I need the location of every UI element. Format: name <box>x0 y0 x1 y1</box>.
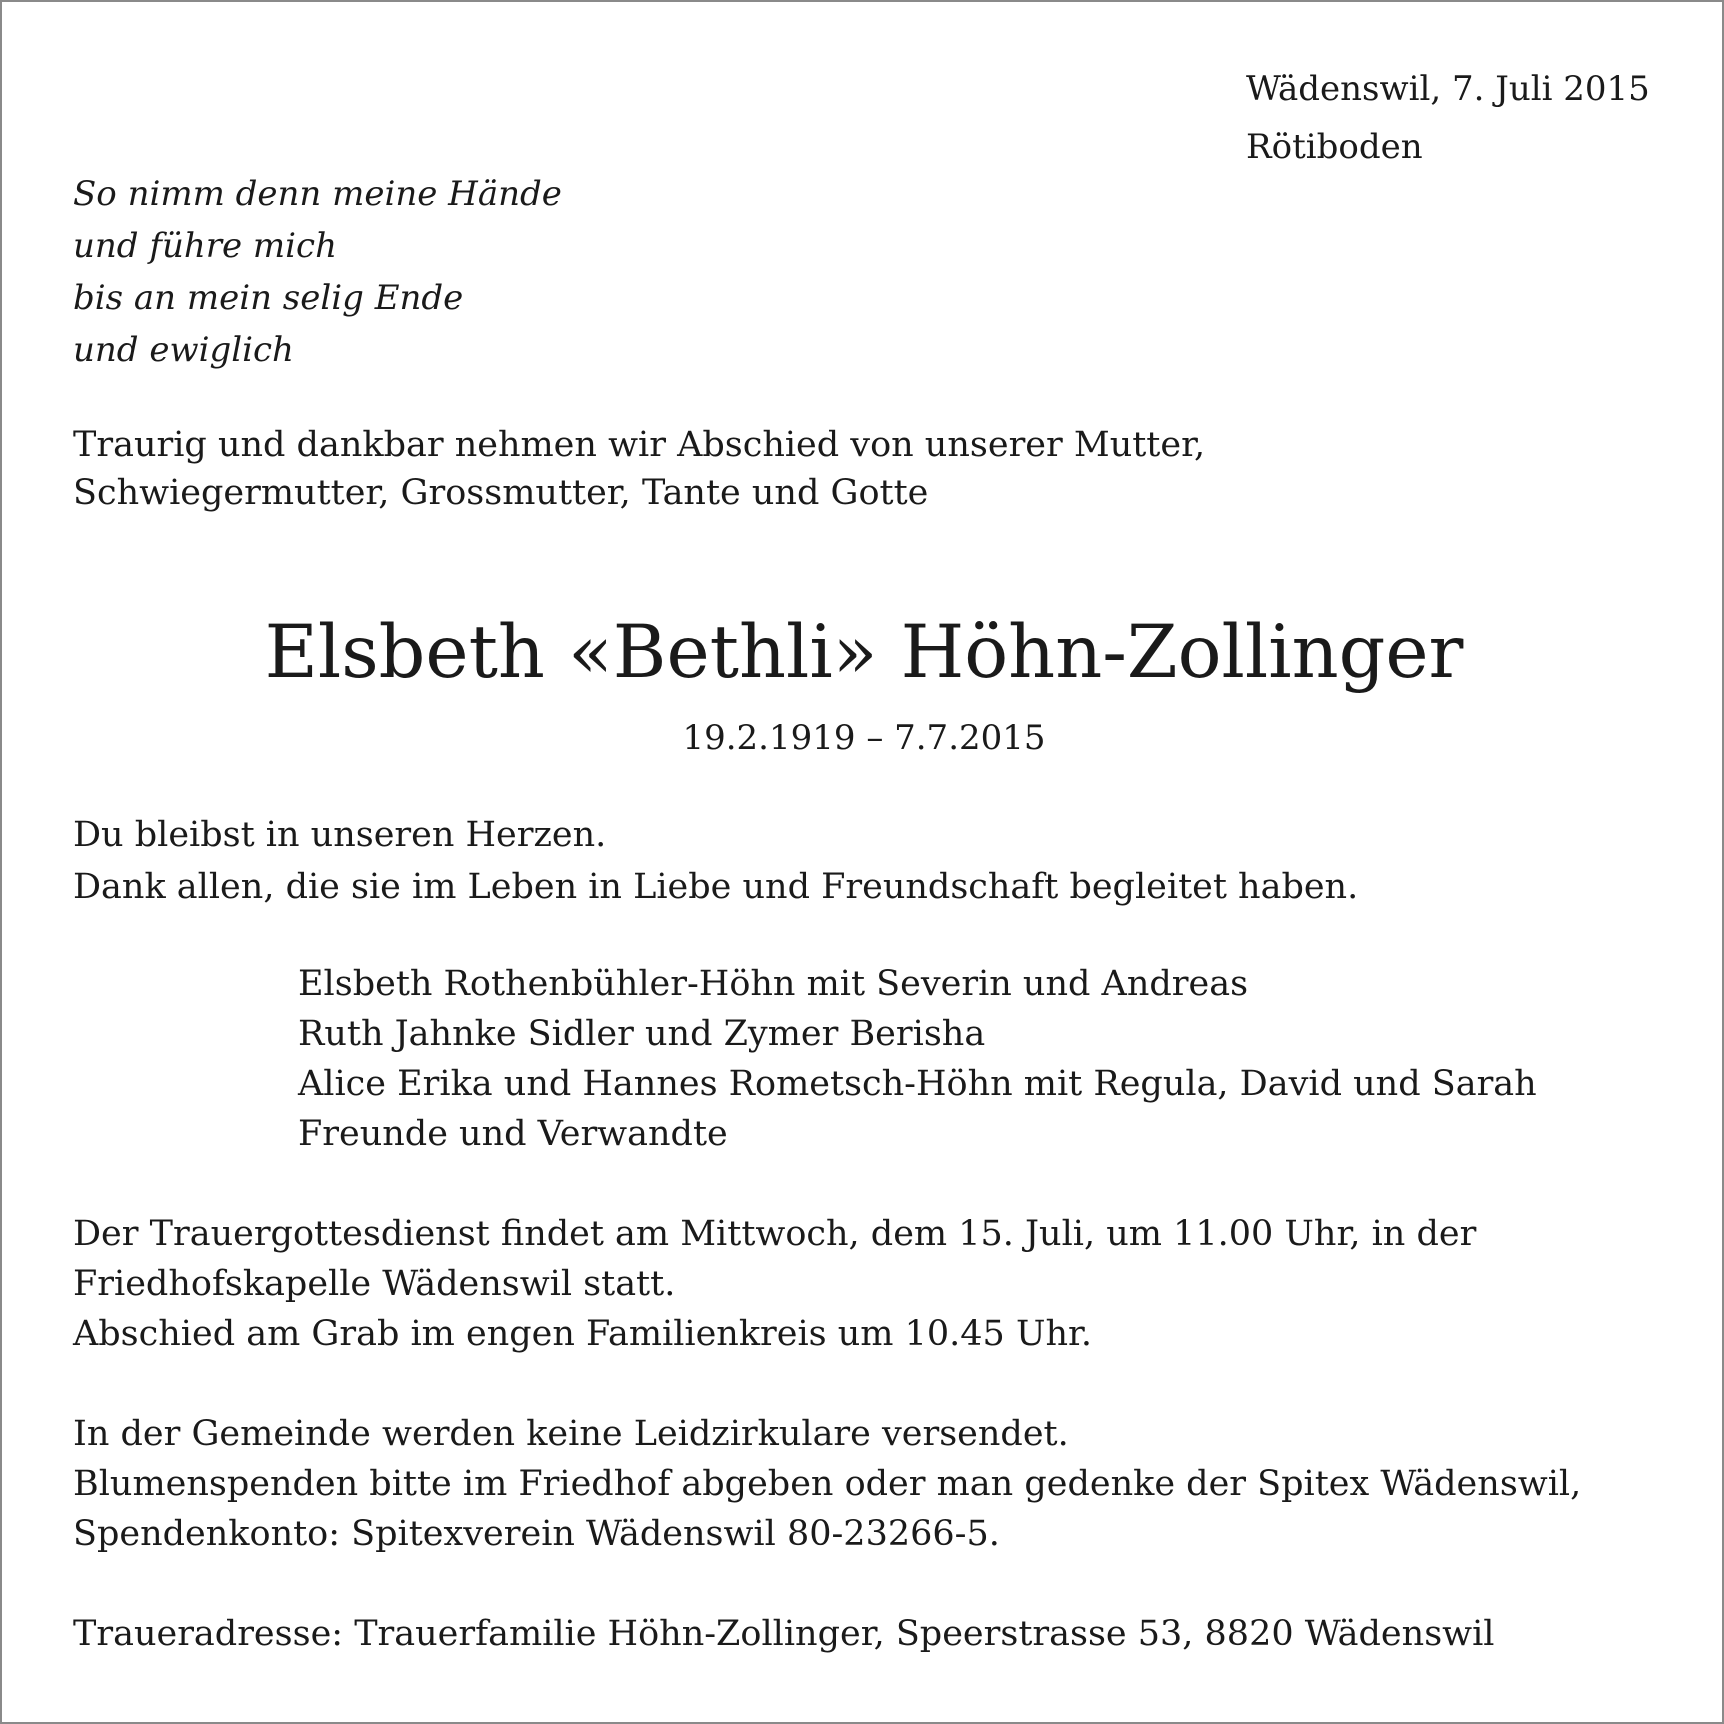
notes-line: In der Gemeinde werden keine Leidzirkulare versendet. <box>73 1414 1069 1454</box>
service-line: Der Trauergottesdienst findet am Mittwoch, dem 15. Juli, um 11.00 Uhr, in der <box>73 1214 1477 1254</box>
notes-info <box>73 1409 1581 1559</box>
verse-line: bis an mein selig Ende <box>73 278 464 318</box>
service-line: Abschied am Grab im engen Familienkreis um 10.45 Uhr. <box>73 1314 1092 1354</box>
verse-line: und führe mich <box>73 226 337 266</box>
verse-line: und ewiglich <box>73 330 294 370</box>
intro-line: Schwiegermutter, Grossmutter, Tante und Gotte <box>73 473 929 513</box>
location: Rötiboden <box>1246 127 1423 167</box>
mourner-line: Alice Erika und Hannes Rometsch-Höhn mit Regula, David und Sarah <box>298 1064 1537 1104</box>
mourning-address: Traueradresse: Trauerfamilie Höhn-Zollinger, Speerstrasse 53, 8820 Wädenswil <box>73 1614 1495 1654</box>
place-date-block <box>1246 60 1650 176</box>
service-line: Friedhofskapelle Wädenswil statt. <box>73 1264 676 1304</box>
place-date: Wädenswil, 7. Juli 2015 <box>1246 69 1650 109</box>
mourner-line: Elsbeth Rothenbühler-Höhn mit Severin und Andreas <box>298 964 1249 1004</box>
verse <box>73 168 562 376</box>
verse-line: So nimm denn meine Hände <box>73 174 562 214</box>
service-info <box>73 1209 1476 1359</box>
notes-line: Spendenkonto: Spitexverein Wädenswil 80-23266-5. <box>73 1514 1000 1554</box>
life-dates: 19.2.1919 – 7.7.2015 <box>682 718 1046 758</box>
notes-line: Blumenspenden bitte im Friedhof abgeben oder man gedenke der Spitex Wädenswil, <box>73 1464 1582 1504</box>
thanks-text <box>73 809 1358 913</box>
mourner-line: Ruth Jahnke Sidler und Zymer Berisha <box>298 1014 986 1054</box>
thanks-line: Dank allen, die sie im Leben in Liebe und Freundschaft begleitet haben. <box>73 867 1359 907</box>
mourners-list <box>298 959 1537 1159</box>
mourner-line: Freunde und Verwandte <box>298 1114 728 1154</box>
deceased-name: Elsbeth «Bethli» Höhn-Zollinger <box>264 610 1464 695</box>
intro-line: Traurig und dankbar nehmen wir Abschied von unserer Mutter, <box>73 425 1206 465</box>
intro-text <box>73 421 1205 517</box>
thanks-line: Du bleibst in unseren Herzen. <box>73 815 607 855</box>
